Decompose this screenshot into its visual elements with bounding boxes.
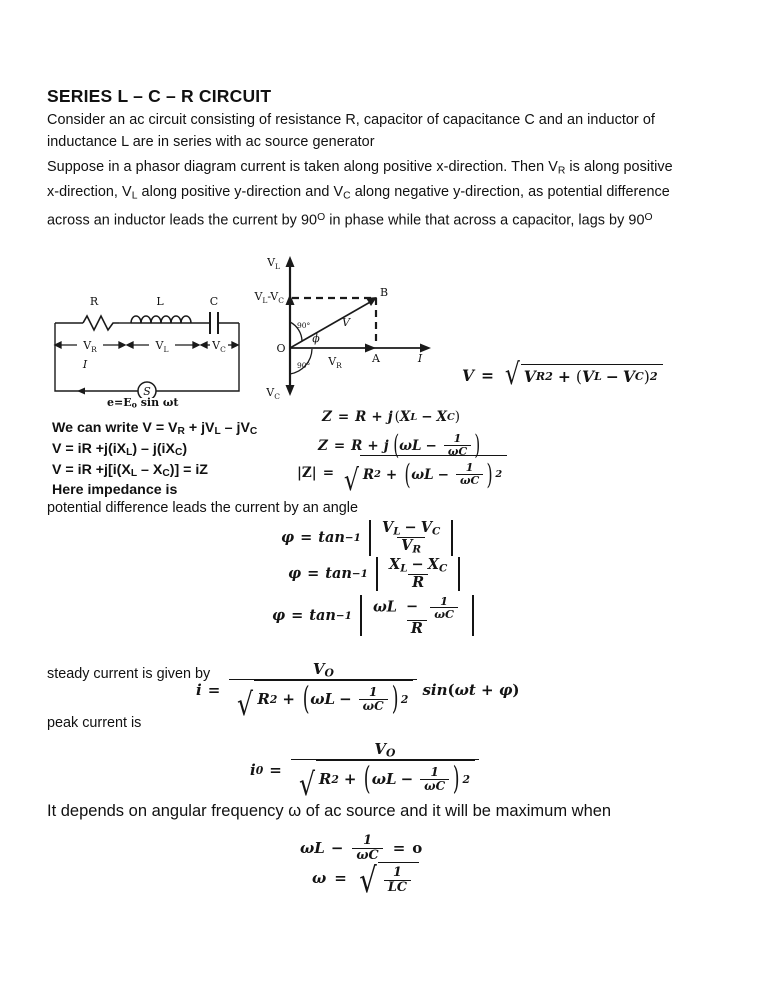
eq-i0-plus: +	[343, 769, 357, 788]
eq-p1-fn: tan	[318, 529, 345, 547]
eq-p3-bar-right	[472, 595, 474, 636]
eq-z3-open: (	[404, 458, 411, 491]
eq-z3-lhs: |Z|	[297, 465, 317, 481]
eq-i0-wl: ωL	[371, 769, 397, 788]
axis-arrow-up	[286, 256, 295, 267]
eq-z2-j: j	[383, 437, 389, 454]
angle-90-lower: 90°	[297, 361, 311, 370]
phasor-setup-sup-2: O	[644, 211, 653, 223]
algebra-l2-sub1: L	[126, 447, 133, 459]
eq-z1-xc: X	[436, 409, 448, 425]
eq-i-sin-open: (	[447, 681, 455, 700]
phasor-setup-sub-l: L	[131, 190, 138, 202]
eq-i-close: )	[391, 680, 399, 717]
voltage-label-vl: $V_L$	[155, 339, 169, 354]
phasor-setup-text-2: is along positive x-direction, V	[47, 159, 673, 200]
eq-p3-fn-sup: −1	[335, 609, 352, 622]
eq-w1-den: ωC	[352, 848, 382, 863]
algebra-l2-mid: ) – j(iX	[132, 440, 175, 457]
eq-w2-num: 1	[392, 865, 402, 880]
eq-v-vl: V	[581, 367, 594, 386]
eq-i-numerator	[309, 662, 338, 679]
eq-z1-j: j	[387, 409, 393, 425]
eq-p1-num	[378, 520, 444, 537]
algebra-derivation-block	[52, 420, 257, 500]
axis-label-vl: $V_L$	[267, 256, 280, 271]
eq-p3-den: R	[407, 620, 427, 636]
vl-minus-vc-arrowhead	[286, 294, 295, 305]
resistor-icon	[83, 316, 119, 330]
eq-p1-den-sub: R	[412, 543, 422, 556]
equation-phase-3	[272, 595, 478, 636]
eq-w2-omega: ω	[312, 869, 327, 887]
eq-i-lhs: i	[196, 681, 202, 700]
eq-z2-frac-num: 1	[453, 432, 462, 446]
eq-v-close-paren: )	[643, 367, 650, 386]
eq-i0-r: R	[318, 769, 332, 788]
algebra-line-1	[52, 420, 257, 441]
phasor-diagram	[248, 250, 440, 402]
phasor-setup-text-3: along positive y-direction and V	[137, 183, 344, 200]
page-title: SERIES L – C – R CIRCUIT	[47, 86, 272, 106]
eq-z2-equals: =	[333, 437, 346, 454]
algebra-l2-post: )	[182, 440, 188, 457]
eq-i-exponent: 2	[400, 692, 409, 706]
algebra-l1-sub1: R	[177, 426, 185, 438]
axis-arrow-down	[286, 385, 295, 396]
current-label: I	[82, 358, 88, 371]
eq-z2-minus: −	[425, 437, 437, 454]
axis-label-i: I	[417, 352, 423, 365]
eq-p2-fn-sup: −1	[351, 567, 368, 580]
eq-z3-wl: ωL	[411, 466, 434, 483]
eq-i-plus: +	[282, 689, 295, 708]
circuit-wire-loop	[55, 323, 239, 391]
eq-p3-fn: tan	[309, 607, 336, 625]
resonance-statement: It depends on angular frequency ω of ac source and it will be maximum when	[47, 802, 612, 820]
eq-i0-open: (	[364, 760, 371, 797]
eq-v-exponent: 2	[649, 370, 658, 383]
eq-z3-plus: +	[385, 466, 398, 483]
algebra-l1-pre: We can write V = V	[52, 420, 178, 436]
phasor-setup-sup-1: O	[317, 211, 326, 223]
algebra-line-3	[52, 462, 257, 483]
origin-label: O	[276, 342, 286, 355]
eq-z3-frac-den: ωC	[456, 474, 483, 487]
eq-p3-wl: ωL	[372, 598, 397, 616]
phase-angle-label: ϕ	[312, 332, 320, 345]
eq-v-lhs: V	[462, 365, 475, 385]
eq-p1-equals: =	[300, 529, 313, 547]
eq-p1-num-vl-sub: L	[393, 525, 401, 538]
eq-i0-lhs-sub: 0	[255, 763, 264, 777]
eq-i-v-sub: O	[324, 666, 334, 680]
eq-i0-lhs: i	[250, 761, 256, 780]
capacitor-icon	[210, 312, 218, 334]
lead-steady-current: steady current is given by	[47, 666, 211, 682]
eq-v-plus: +	[557, 367, 571, 386]
phasor-setup-paragraph	[47, 157, 687, 232]
eq-z1-xc-sub: C	[447, 411, 455, 423]
eq-i-equals: =	[207, 681, 221, 700]
phasor-setup-sub-c: C	[343, 190, 351, 202]
algebra-l2-sub2: C	[174, 447, 183, 459]
eq-v-vc: V	[622, 367, 635, 386]
eq-w2-equals: =	[334, 869, 347, 887]
equation-peak-current	[250, 740, 482, 803]
circuit-svg	[47, 288, 247, 398]
axis-label-vc: $V_C$	[266, 386, 280, 401]
eq-p2-equals: =	[307, 565, 320, 583]
phasor-setup-text-1: Suppose in a phasor diagram current is taken along positive x-direction. Then V	[47, 159, 558, 175]
eq-w1-rhs: o	[412, 839, 423, 857]
current-direction-arrow	[77, 388, 85, 395]
resistor-label: R	[89, 295, 99, 308]
eq-z1-minus: −	[421, 409, 433, 425]
source-emf-tail: sin ωt	[136, 396, 179, 409]
voltage-label-vc: $V_C$	[212, 339, 226, 354]
equation-resonance-frequency: ω = √ $\frac{1}{LC}$	[312, 862, 419, 894]
algebra-l2-pre: V = iR +j(iX	[52, 440, 127, 457]
equation-phase-1	[281, 520, 457, 556]
eq-i0-close: )	[452, 760, 460, 797]
eq-i-sin: sin	[422, 681, 448, 700]
equation-impedance-magnitude: |Z| = √ R 2 + ( ωL − $\frac{1}{\omega C}$ ) 2	[297, 455, 507, 491]
intro-paragraph: Consider an ac circuit consisting of resistance R, capacitor of capacitance C and an inductor of inductance L are in series with ac source generator	[47, 112, 655, 150]
algebra-line-4: Here impedance is	[52, 482, 178, 499]
ac-source-equation	[107, 396, 178, 410]
eq-p1-num-vl: V	[381, 519, 394, 536]
phasor-setup-text-4: along negative y-direction, as potential difference across an inductor leads the current by 90	[47, 183, 670, 229]
eq-v-vr-sup: 2	[545, 370, 553, 383]
inductor-icon	[131, 316, 191, 323]
algebra-l3-mid: – X	[137, 461, 163, 478]
eq-i-fnum: 1	[368, 685, 378, 700]
resultant-label: V	[342, 316, 350, 329]
angle-90-upper: 90°	[297, 321, 311, 330]
lead-peak-current: peak current is	[47, 715, 142, 731]
eq-p2-num	[385, 557, 451, 574]
ac-source-symbol: S	[143, 385, 151, 398]
algebra-line-2	[52, 441, 257, 462]
eq-i-r: R	[257, 689, 270, 708]
algebra-l1-sub3: C	[249, 426, 258, 438]
source-emf-sub: o	[131, 400, 137, 410]
eq-i0-minus: −	[400, 769, 414, 788]
eq-i0-fden: ωC	[420, 779, 449, 793]
eq-z1-xl-sub: L	[410, 411, 418, 423]
label-vr: $V_R$	[328, 355, 342, 370]
eq-p3-minus: −	[406, 598, 419, 616]
eq-z3-minus: −	[437, 466, 449, 483]
eq-p1-num-minus: −	[404, 519, 417, 536]
eq-i-minus: −	[339, 689, 352, 708]
source-emf-label: e=E	[107, 396, 132, 409]
eq-z1-lhs: Z	[322, 409, 332, 425]
eq-p2-den: R	[408, 574, 428, 590]
eq-z2-r: R	[351, 437, 363, 454]
eq-z1-xl: X	[399, 409, 411, 425]
eq-v-vr-sub: R	[535, 370, 546, 383]
eq-w1-wl: ωL	[300, 839, 325, 857]
capacitor-label: C	[209, 295, 219, 308]
eq-i0-numerator	[370, 742, 399, 759]
equation-impedance-1	[322, 409, 460, 425]
eq-p3-inner-den: ωC	[430, 607, 458, 620]
eq-i-r-sup: 2	[269, 692, 278, 706]
eq-w1-equals: =	[392, 839, 406, 857]
eq-i-denominator: √ R 2 + ( ωL − $\frac{1}{\omega C}$ ) 2	[229, 679, 417, 719]
eq-p2-num-xc: X	[427, 556, 439, 573]
eq-p2-num-xl-sub: L	[400, 562, 408, 575]
eq-i-sin-group	[422, 681, 519, 699]
algebra-l1-mid: + jV	[184, 420, 215, 436]
eq-p3-num	[369, 595, 465, 620]
eq-p3-equals: =	[291, 607, 304, 625]
eq-p3-inner-num: 1	[440, 594, 449, 608]
eq-z3-equals: =	[322, 465, 334, 481]
eq-v-minus: −	[605, 367, 619, 386]
eq-z2-plus: +	[367, 437, 379, 454]
algebra-l3-post: )] = iZ	[169, 461, 208, 478]
eq-p1-phi: φ	[281, 529, 295, 547]
eq-i0-fnum: 1	[430, 765, 439, 780]
eq-p1-fn-sup: −1	[344, 531, 361, 544]
eq-z2-close: )	[474, 430, 481, 461]
eq-i0-v-sub: O	[385, 746, 396, 760]
eq-z2-open: (	[392, 430, 399, 461]
eq-z1-r: R	[355, 409, 367, 425]
eq-v-vr: V	[523, 367, 536, 386]
algebra-l3-sub1: L	[130, 467, 138, 479]
eq-z3-frac-num: 1	[465, 461, 474, 475]
eq-v-vc-sub: C	[634, 370, 644, 383]
eq-i0-denominator: √ R 2 + ( ωL − $\frac{1}{\omega C}$ ) 2	[291, 759, 479, 799]
equation-resonance-condition	[300, 834, 422, 862]
eq-i-v: V	[312, 660, 325, 678]
eq-v-open-paren: (	[575, 367, 582, 386]
eq-p2-bar-left	[376, 557, 378, 591]
equation-resultant-voltage: V = √ V R 2 + ( V L − V C ) 2	[462, 364, 663, 386]
eq-z3-r: R	[362, 466, 375, 483]
eq-p2-fn: tan	[325, 565, 352, 583]
eq-z2-wl: ωL	[399, 437, 422, 454]
eq-z2-frac-den: ωC	[444, 445, 471, 458]
eq-z3-exponent: 2	[495, 469, 503, 480]
eq-i0-r-sup: 2	[331, 772, 339, 786]
point-b-label: B	[379, 286, 389, 299]
eq-i-fden: ωC	[359, 699, 388, 713]
equation-phase-2	[288, 557, 464, 591]
eq-i-open: (	[302, 680, 310, 717]
eq-z1-open: (	[394, 409, 400, 425]
eq-p2-num-xl: X	[388, 556, 401, 573]
eq-p2-phi: φ	[288, 565, 302, 583]
algebra-l1-post: – jV	[220, 420, 250, 436]
eq-z3-r-sup: 2	[374, 469, 381, 480]
inductor-label: L	[156, 295, 164, 308]
equation-steady-current	[196, 660, 520, 723]
eq-p1-num-vc-sub: C	[431, 525, 441, 538]
eq-p2-num-minus: −	[411, 556, 424, 573]
eq-p2-bar-right	[458, 557, 460, 591]
phasor-svg	[248, 250, 440, 402]
eq-w1-minus: −	[330, 839, 344, 857]
eq-z1-equals: =	[337, 409, 350, 425]
eq-i0-exponent: 2	[462, 772, 470, 786]
eq-p1-num-vc: V	[420, 519, 432, 536]
eq-i0-v: V	[374, 740, 386, 758]
algebra-l1-sub2: L	[214, 426, 221, 438]
eq-p3-phi: φ	[272, 607, 286, 625]
algebra-l3-sub2: C	[162, 467, 170, 479]
series-lcr-circuit-diagram	[47, 288, 247, 410]
eq-p1-bar-left	[369, 520, 371, 556]
eq-i0-equals: =	[269, 761, 282, 780]
eq-z1-close: )	[454, 409, 461, 425]
eq-z2-lhs: Z	[318, 437, 328, 454]
phasor-setup-text-5: in phase while that across a capacitor, lags by 90	[325, 212, 645, 229]
eq-p1-bar-right	[451, 520, 453, 556]
eq-z1-plus: +	[371, 409, 383, 425]
point-a-label: A	[372, 352, 380, 365]
eq-p1-den-v: V	[401, 537, 413, 555]
eq-v-vl-sub: L	[593, 370, 602, 383]
eq-p1-den	[397, 537, 425, 555]
algebra-l3-pre: V = iR +j[i(X	[52, 461, 131, 478]
phasor-setup-sub-r: R	[557, 165, 566, 177]
eq-w2-den: LC	[384, 880, 411, 895]
eq-i-sin-close: )	[512, 681, 520, 700]
lead-potential-difference: potential difference leads the current by an angle	[47, 500, 358, 516]
eq-z3-close: )	[486, 458, 493, 491]
voltage-label-vr: $V_R$	[83, 339, 97, 354]
eq-i-wl: ωL	[310, 689, 336, 708]
eq-w1-num: 1	[363, 833, 372, 848]
eq-v-equals: =	[481, 365, 495, 385]
eq-i-sin-arg: ωt + φ	[454, 681, 513, 700]
eq-p2-num-xc-sub: C	[438, 562, 448, 575]
label-vl-minus-vc: $V_L-V_C$	[254, 290, 284, 305]
eq-p3-bar-left	[360, 595, 362, 636]
